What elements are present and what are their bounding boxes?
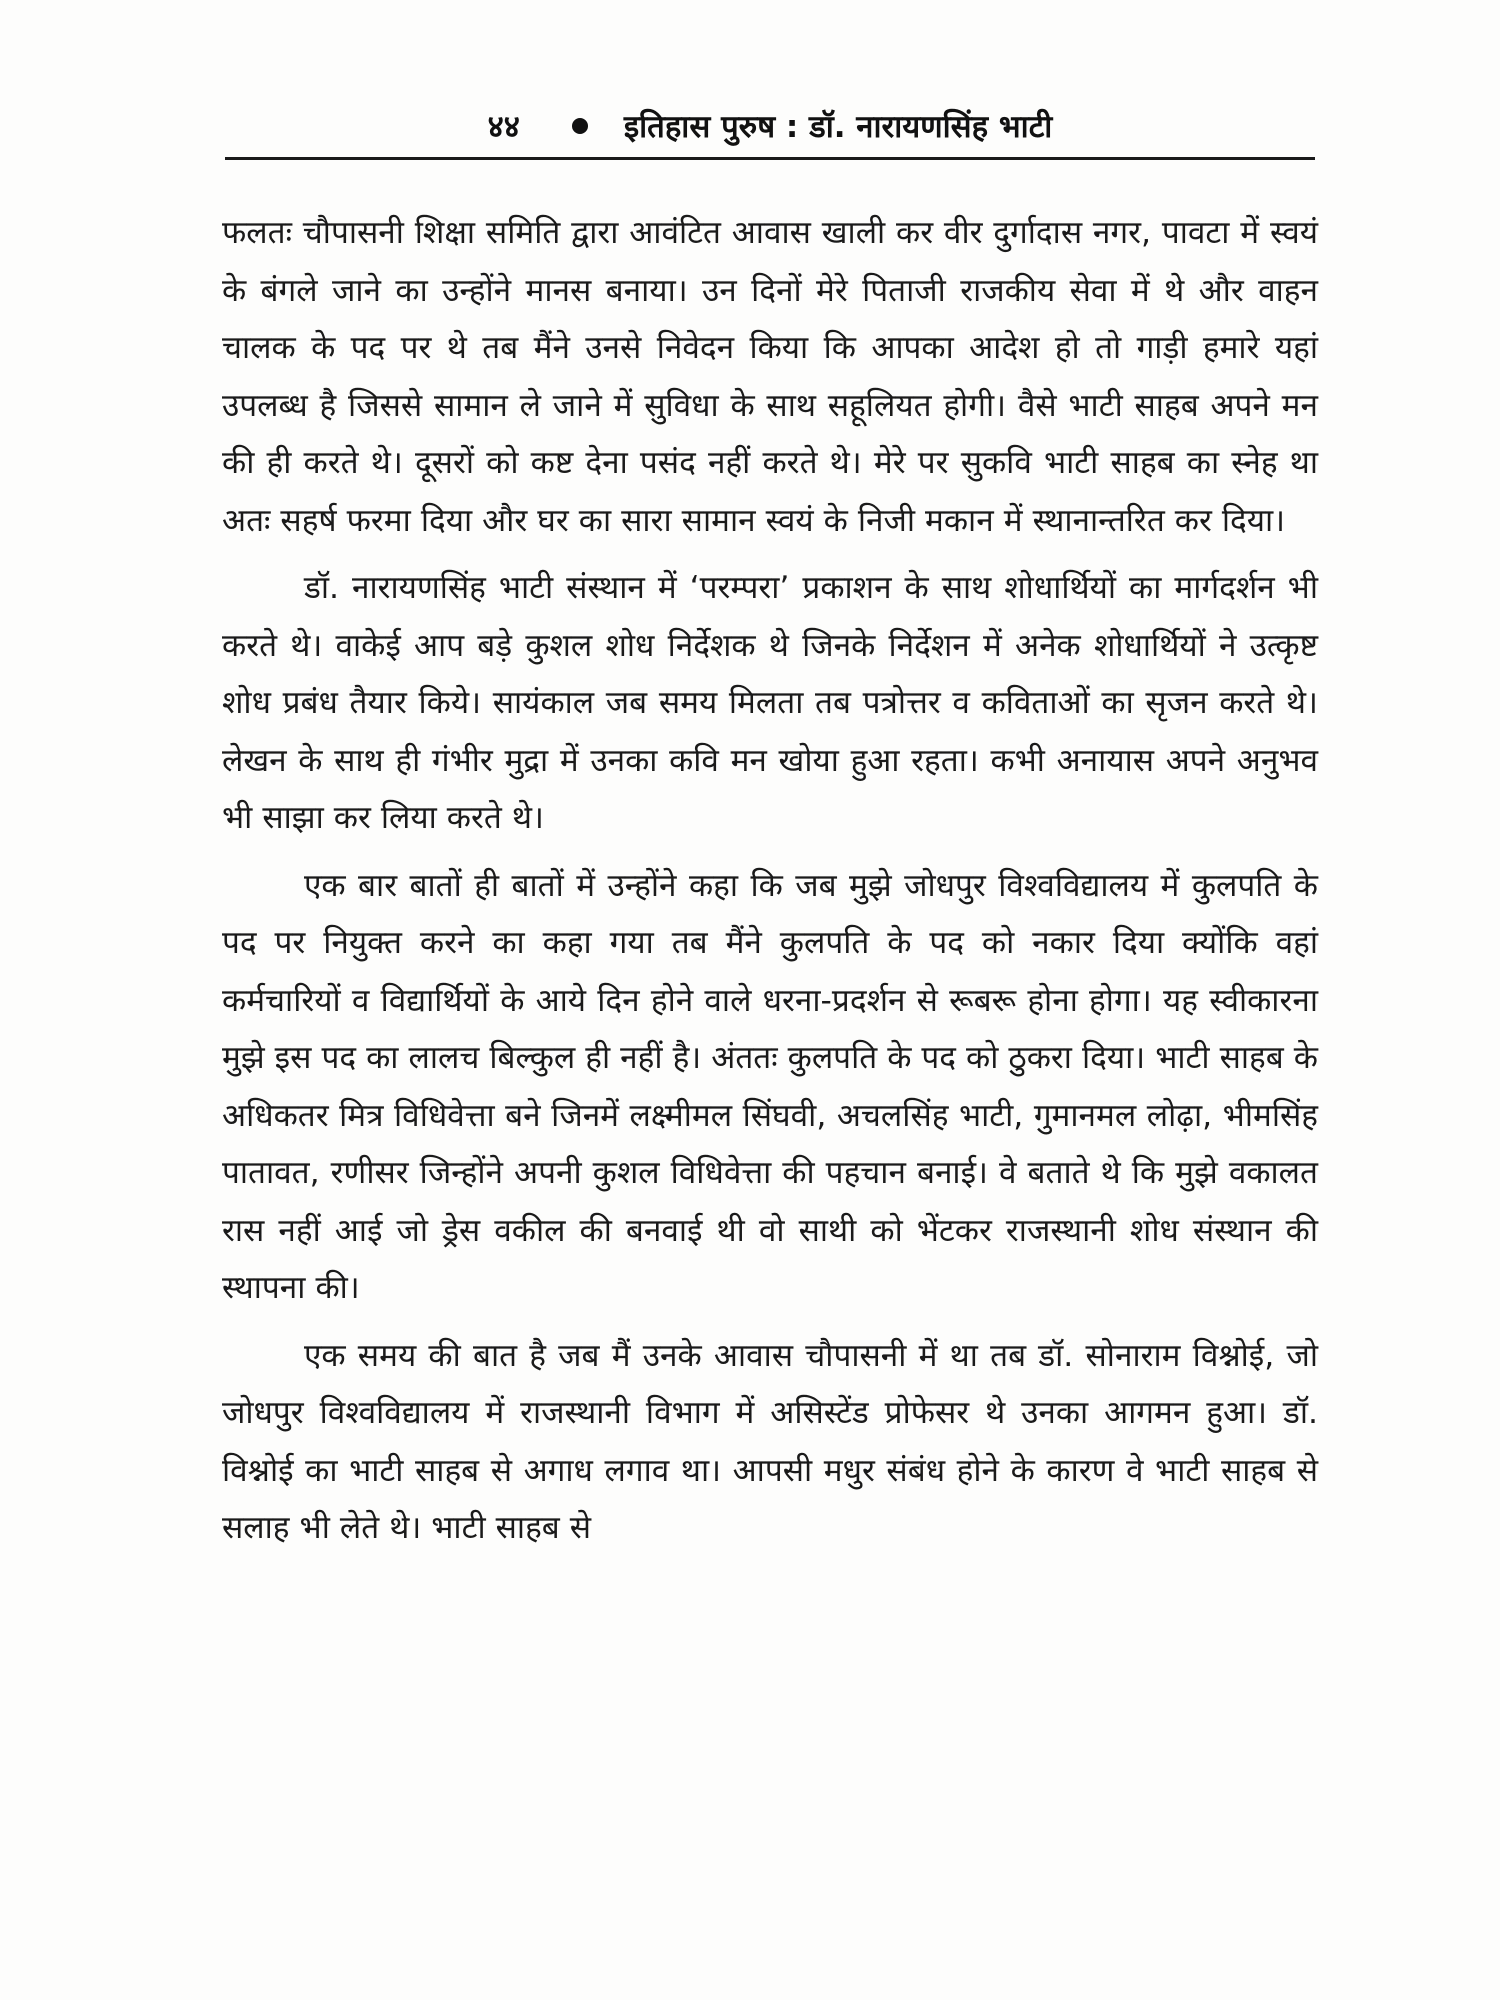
paragraph-3: एक बार बातों ही बातों में उन्होंने कहा कि जब मुझे जोधपुर विश्वविद्यालय में कुलपति के पद पर नियुक्त करने का कहा गया तब मैंने कुलपति के पद को नकार दिया क्योंकि वहां कर्मचारियों व विद्यार्थियों के आये दिन होने वाले धरना-प्रदर्शन से रूबरू होना होगा। यह स्वीकारना मुझे इस पद का लालच बिल्कुल ही नहीं है। अंततः कुलपति के पद को ठुकरा दिया। भाटी साहब के अधिकतर मित्र विधिवेत्ता बने जिनमें लक्ष्मीमल सिंघवी, अचलसिंह भाटी, गुमानमल लोढ़ा, भीमसिंह पातावत, रणीसर जिन्होंने अपनी कुशल विधिवेत्ता की पहचान बनाई। वे बताते थे कि मुझे वकालत रास नहीं आई जो ड्रेस वकील की बनवाई थी वो साथी को भेंटकर राजस्थानी शोध संस्थान की स्थापना की।	[222, 867, 1318, 1306]
bullet-icon	[572, 118, 588, 134]
body-text	[222, 205, 1318, 1568]
paragraph-1: फलतः चौपासनी शिक्षा समिति द्वारा आवंटित आवास खाली कर वीर दुर्गादास नगर, पावटा में स्वयं के बंगले जाने का उन्होंने मानस बनाया। उन दिनों मेरे पिताजी राजकीय सेवा में थे और वाहन चालक के पद पर थे तब मैंने उनसे निवेदन किया कि आपका आदेश हो तो गाड़ी हमारे यहां उपलब्ध है जिससे सामान ले जाने में सुविधा के साथ सहूलियत होगी। वैसे भाटी साहब अपने मन की ही करते थे। दूसरों को कष्ट देना पसंद नहीं करते थे। मेरे पर सुकवि भाटी साहब का स्नेह था अतः सहर्ष फरमा दिया और घर का सारा सामान स्वयं के निजी मकान में स्थानान्तरित कर दिया।	[222, 215, 1318, 539]
paragraph-2: डॉ. नारायणसिंह भाटी संस्थान में ‘परम्परा’ प्रकाशन के साथ शोधार्थियों का मार्गदर्शन भी करते थे। वाकेई आप बड़े कुशल शोध निर्देशक थे जिनके निर्देशन में अनेक शोधार्थियों ने उत्कृष्ट शोध प्रबंध तैयार किये। सायंकाल जब समय मिलता तब पत्रोत्तर व कविताओं का सृजन करते थे। लेखन के साथ ही गंभीर मुद्रा में उनका कवि मन खोया हुआ रहता। कभी अनायास अपने अनुभव भी साझा कर लिया करते थे।	[222, 570, 1318, 836]
running-header	[225, 98, 1315, 154]
page-number: ४४	[487, 109, 520, 145]
book-title: इतिहास पुरुष : डॉ. नारायणसिंह भाटी	[623, 109, 1053, 145]
paragraph-4: एक समय की बात है जब मैं उनके आवास चौपासनी में था तब डॉ. सोनाराम विश्नोई, जो जोधपुर विश्वविद्यालय में राजस्थानी विभाग में असिस्टेंड प्रोफेसर थे उनका आगमन हुआ। डॉ. विश्नोई का भाटी साहब से अगाध लगाव था। आपसी मधुर संबंध होने के कारण वे भाटी साहब से सलाह भी लेते थे। भाटी साहब से	[222, 1337, 1318, 1546]
header-rule	[225, 157, 1315, 160]
